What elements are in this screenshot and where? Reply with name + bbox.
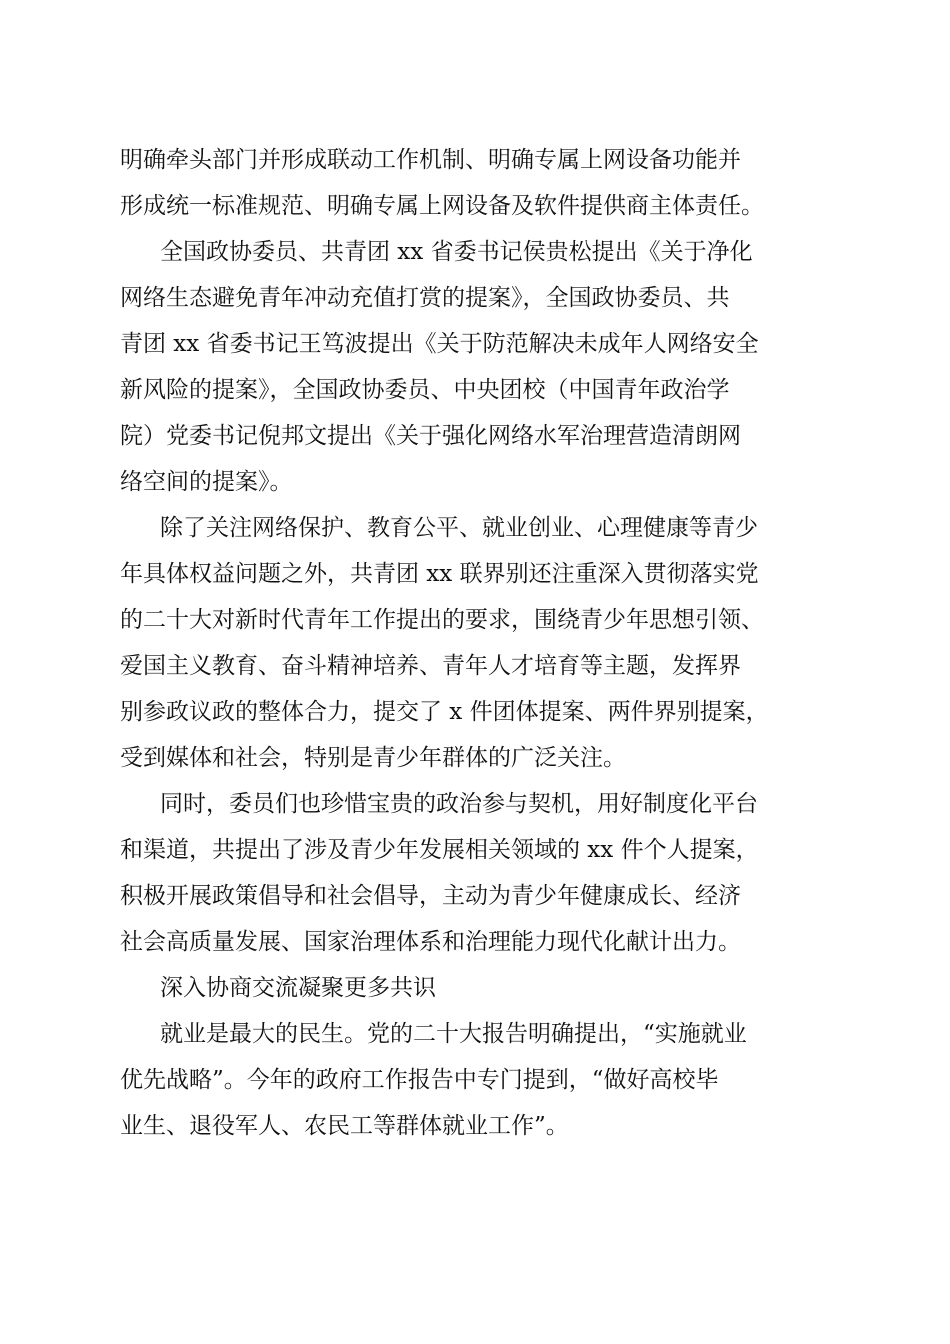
paragraph-line: 社会高质量发展、国家治理体系和治理能力现代化献计出力。: [120, 929, 741, 955]
paragraph-line: 形成统一标准规范、明确专属上网设备及软件提供商主体责任。: [120, 193, 764, 219]
paragraph-line: 全国政协委员、共青团 xx 省委书记侯贵松提出《关于净化: [160, 239, 753, 265]
paragraph-4: [120, 781, 840, 965]
paragraph-line: 年具体权益问题之外，共青团 xx 联界别还注重深入贯彻落实党: [120, 561, 759, 587]
paragraph-line: 院）党委书记倪邦文提出《关于强化网络水军治理营造清朗网: [120, 423, 741, 449]
paragraph-line: 优先战略”。今年的政府工作报告中专门提到，“做好高校毕: [120, 1067, 719, 1093]
paragraph-line: 网络生态避免青年冲动充值打赏的提案》，全国政协委员、共: [120, 285, 730, 311]
paragraph-line: 同时，委员们也珍惜宝贵的政治参与契机，用好制度化平台: [160, 791, 758, 817]
paragraph-line: 除了关注网络保护、教育公平、就业创业、心理健康等青少: [160, 515, 758, 541]
paragraph-line: 就业是最大的民生。党的二十大报告明确提出，“实施就业: [160, 1021, 747, 1047]
paragraph-line: 明确牵头部门并形成联动工作机制、明确专属上网设备功能并: [120, 147, 741, 173]
paragraph-line: 受到媒体和社会，特别是青少年群体的广泛关注。: [120, 745, 626, 771]
paragraph-line: 络空间的提案》。: [120, 469, 293, 495]
paragraph-line: 积极开展政策倡导和社会倡导，主动为青少年健康成长、经济: [120, 883, 741, 909]
paragraph-6: [120, 1011, 840, 1149]
section-heading: [120, 965, 840, 1011]
section-heading-text: 深入协商交流凝聚更多共识: [160, 975, 436, 1001]
paragraph-line: 和渠道，共提出了涉及青少年发展相关领域的 xx 件个人提案，: [120, 837, 759, 863]
paragraph-line: 爱国主义教育、奋斗精神培养、青年人才培育等主题，发挥界: [120, 653, 741, 679]
paragraph-line: 新风险的提案》，全国政协委员、中央团校（中国青年政治学: [120, 377, 730, 403]
paragraph-3: [120, 505, 840, 781]
paragraph-line: 青团 xx 省委书记王笃波提出《关于防范解决未成年人网络安全: [120, 331, 759, 357]
paragraph-line: 别参政议政的整体合力，提交了 x 件团体提案、两件界别提案，: [120, 699, 769, 725]
paragraph-line: 的二十大对新时代青年工作提出的要求，围绕青少年思想引领、: [120, 607, 764, 633]
document-body: [120, 137, 840, 1149]
paragraph-2: [120, 229, 840, 505]
paragraph-1: [120, 137, 840, 229]
paragraph-line: 业生、退役军人、农民工等群体就业工作”。: [120, 1113, 569, 1139]
